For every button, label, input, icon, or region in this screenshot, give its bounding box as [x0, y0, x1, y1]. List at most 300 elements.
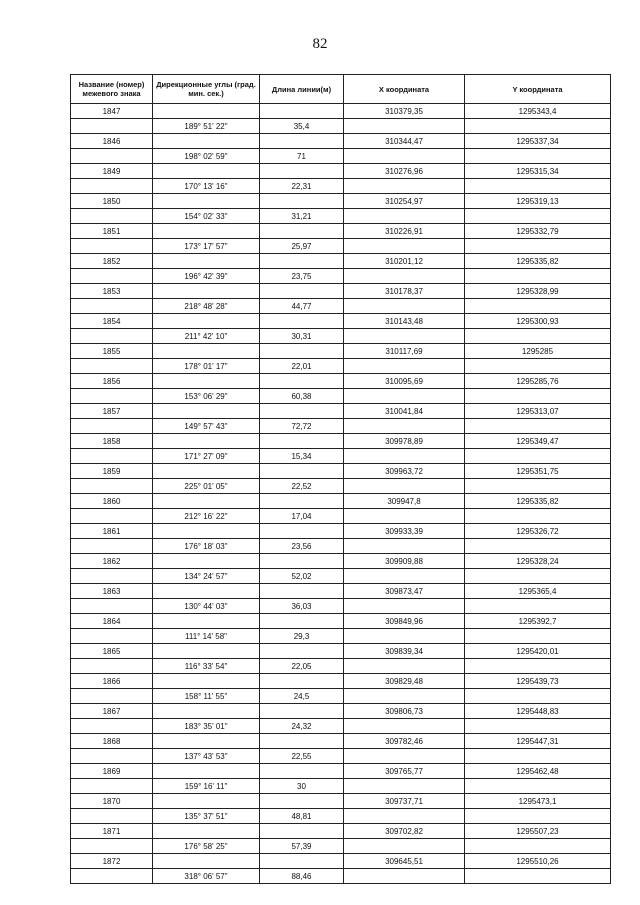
empty-cell	[71, 449, 153, 464]
segment-length: 72,72	[260, 419, 344, 434]
empty-cell	[153, 614, 260, 629]
point-name: 1864	[71, 614, 153, 629]
point-x: 310226,91	[344, 224, 465, 239]
point-name: 1868	[71, 734, 153, 749]
segment-length: 30,31	[260, 329, 344, 344]
empty-cell	[344, 629, 465, 644]
empty-cell	[465, 659, 611, 674]
empty-cell	[71, 509, 153, 524]
empty-cell	[260, 824, 344, 839]
point-y: 1295332,79	[465, 224, 611, 239]
empty-cell	[153, 524, 260, 539]
point-name: 1861	[71, 524, 153, 539]
segment-angle: 218° 48' 28"	[153, 299, 260, 314]
empty-cell	[260, 134, 344, 149]
header-x: X координата	[344, 75, 465, 104]
empty-cell	[260, 314, 344, 329]
point-x: 310201,12	[344, 254, 465, 269]
empty-cell	[260, 584, 344, 599]
segment-length: 22,55	[260, 749, 344, 764]
empty-cell	[344, 329, 465, 344]
empty-cell	[344, 359, 465, 374]
empty-cell	[153, 794, 260, 809]
point-row	[71, 164, 611, 179]
empty-cell	[153, 104, 260, 119]
empty-cell	[260, 734, 344, 749]
segment-angle: 173° 17' 57"	[153, 239, 260, 254]
segment-row	[71, 719, 611, 734]
segment-row	[71, 179, 611, 194]
point-row	[71, 524, 611, 539]
segment-length: 35,4	[260, 119, 344, 134]
point-y: 1295335,82	[465, 254, 611, 269]
point-x: 309978,89	[344, 434, 465, 449]
segment-angle: 196° 42' 39"	[153, 269, 260, 284]
segment-angle: 159° 16' 11"	[153, 779, 260, 794]
segment-length: 25,97	[260, 239, 344, 254]
segment-row	[71, 389, 611, 404]
segment-length: 23,75	[260, 269, 344, 284]
point-name: 1866	[71, 674, 153, 689]
empty-cell	[465, 269, 611, 284]
segment-angle: 153° 06' 29"	[153, 389, 260, 404]
empty-cell	[344, 779, 465, 794]
empty-cell	[465, 209, 611, 224]
empty-cell	[71, 779, 153, 794]
empty-cell	[153, 464, 260, 479]
empty-cell	[71, 749, 153, 764]
point-row	[71, 224, 611, 239]
empty-cell	[71, 809, 153, 824]
empty-cell	[153, 824, 260, 839]
empty-cell	[465, 359, 611, 374]
empty-cell	[344, 509, 465, 524]
segment-angle: 189° 51' 22"	[153, 119, 260, 134]
segment-angle: 198° 02' 59"	[153, 149, 260, 164]
segment-length: 44,77	[260, 299, 344, 314]
point-y: 1295300,93	[465, 314, 611, 329]
point-name: 1872	[71, 854, 153, 869]
empty-cell	[153, 584, 260, 599]
empty-cell	[71, 239, 153, 254]
point-x: 309839,34	[344, 644, 465, 659]
empty-cell	[71, 539, 153, 554]
point-x: 309947,8	[344, 494, 465, 509]
point-x: 309737,71	[344, 794, 465, 809]
point-row	[71, 824, 611, 839]
point-y: 1295313,07	[465, 404, 611, 419]
empty-cell	[153, 314, 260, 329]
segment-length: 17,04	[260, 509, 344, 524]
empty-cell	[71, 359, 153, 374]
point-x: 310254,97	[344, 194, 465, 209]
segment-row	[71, 509, 611, 524]
point-y: 1295326,72	[465, 524, 611, 539]
point-name: 1853	[71, 284, 153, 299]
segment-angle: 183° 35' 01"	[153, 719, 260, 734]
empty-cell	[71, 629, 153, 644]
point-row	[71, 554, 611, 569]
empty-cell	[465, 179, 611, 194]
point-row	[71, 644, 611, 659]
segment-length: 48,81	[260, 809, 344, 824]
point-y: 1295447,31	[465, 734, 611, 749]
segment-length: 24,32	[260, 719, 344, 734]
empty-cell	[153, 674, 260, 689]
empty-cell	[465, 299, 611, 314]
empty-cell	[344, 749, 465, 764]
boundary-points-table	[70, 74, 611, 884]
point-name: 1862	[71, 554, 153, 569]
segment-row	[71, 839, 611, 854]
empty-cell	[71, 149, 153, 164]
point-y: 1295507,23	[465, 824, 611, 839]
point-row	[71, 194, 611, 209]
point-y: 1295351,75	[465, 464, 611, 479]
point-x: 309806,73	[344, 704, 465, 719]
empty-cell	[344, 479, 465, 494]
point-row	[71, 614, 611, 629]
point-row	[71, 314, 611, 329]
segment-angle: 176° 18' 03"	[153, 539, 260, 554]
empty-cell	[71, 599, 153, 614]
point-x: 310041,84	[344, 404, 465, 419]
empty-cell	[465, 779, 611, 794]
point-x: 309765,77	[344, 764, 465, 779]
segment-length: 30	[260, 779, 344, 794]
empty-cell	[71, 269, 153, 284]
segment-length: 29,3	[260, 629, 344, 644]
point-name: 1865	[71, 644, 153, 659]
point-row	[71, 494, 611, 509]
segment-angle: 154° 02' 33"	[153, 209, 260, 224]
point-name: 1847	[71, 104, 153, 119]
point-row	[71, 254, 611, 269]
segment-length: 22,52	[260, 479, 344, 494]
empty-cell	[344, 179, 465, 194]
point-row	[71, 344, 611, 359]
point-name: 1863	[71, 584, 153, 599]
point-row	[71, 764, 611, 779]
header-angle: Дирекционные углы (град. мин. сек.)	[153, 75, 260, 104]
empty-cell	[71, 479, 153, 494]
empty-cell	[465, 599, 611, 614]
segment-angle: 225° 01' 05"	[153, 479, 260, 494]
empty-cell	[71, 569, 153, 584]
segment-row	[71, 749, 611, 764]
empty-cell	[465, 719, 611, 734]
point-y: 1295285,76	[465, 374, 611, 389]
empty-cell	[465, 809, 611, 824]
empty-cell	[153, 344, 260, 359]
page-number: 82	[312, 36, 328, 52]
empty-cell	[465, 869, 611, 884]
segment-row	[71, 119, 611, 134]
point-x: 310095,69	[344, 374, 465, 389]
segment-length: 36,03	[260, 599, 344, 614]
empty-cell	[260, 554, 344, 569]
point-x: 309782,46	[344, 734, 465, 749]
segment-angle: 149° 57' 43"	[153, 419, 260, 434]
empty-cell	[344, 269, 465, 284]
empty-cell	[153, 194, 260, 209]
empty-cell	[71, 419, 153, 434]
point-row	[71, 284, 611, 299]
point-name: 1858	[71, 434, 153, 449]
segment-row	[71, 659, 611, 674]
empty-cell	[260, 524, 344, 539]
segment-row	[71, 629, 611, 644]
segment-length: 31,21	[260, 209, 344, 224]
table-header-row	[71, 75, 611, 104]
segment-row	[71, 359, 611, 374]
empty-cell	[344, 839, 465, 854]
point-y: 1295349,47	[465, 434, 611, 449]
empty-cell	[465, 689, 611, 704]
segment-angle: 176° 58' 25"	[153, 839, 260, 854]
segment-length: 57,39	[260, 839, 344, 854]
empty-cell	[260, 344, 344, 359]
segment-angle: 211° 42' 10"	[153, 329, 260, 344]
segment-length: 22,05	[260, 659, 344, 674]
point-name: 1852	[71, 254, 153, 269]
point-y: 1295337,34	[465, 134, 611, 149]
empty-cell	[465, 749, 611, 764]
segment-length: 22,01	[260, 359, 344, 374]
point-name: 1871	[71, 824, 153, 839]
segment-row	[71, 569, 611, 584]
empty-cell	[465, 539, 611, 554]
point-x: 310178,37	[344, 284, 465, 299]
empty-cell	[465, 239, 611, 254]
point-row	[71, 134, 611, 149]
point-row	[71, 374, 611, 389]
point-name: 1856	[71, 374, 153, 389]
empty-cell	[71, 719, 153, 734]
empty-cell	[344, 539, 465, 554]
segment-length: 23,56	[260, 539, 344, 554]
point-row	[71, 794, 611, 809]
empty-cell	[260, 404, 344, 419]
empty-cell	[260, 644, 344, 659]
empty-cell	[260, 164, 344, 179]
empty-cell	[153, 254, 260, 269]
segment-row	[71, 299, 611, 314]
point-y: 1295328,99	[465, 284, 611, 299]
point-x: 310276,96	[344, 164, 465, 179]
empty-cell	[260, 854, 344, 869]
empty-cell	[71, 179, 153, 194]
segment-angle: 116° 33' 54"	[153, 659, 260, 674]
point-x: 309909,88	[344, 554, 465, 569]
point-name: 1860	[71, 494, 153, 509]
segment-length: 52,02	[260, 569, 344, 584]
empty-cell	[71, 389, 153, 404]
empty-cell	[260, 194, 344, 209]
empty-cell	[153, 434, 260, 449]
point-x: 310143,48	[344, 314, 465, 329]
point-name: 1846	[71, 134, 153, 149]
segment-row	[71, 269, 611, 284]
empty-cell	[465, 329, 611, 344]
segment-length: 22,31	[260, 179, 344, 194]
segment-angle: 137° 43' 53"	[153, 749, 260, 764]
empty-cell	[153, 404, 260, 419]
point-y: 1295335,82	[465, 494, 611, 509]
point-x: 309702,82	[344, 824, 465, 839]
point-y: 1295439,73	[465, 674, 611, 689]
segment-angle: 178° 01' 17"	[153, 359, 260, 374]
empty-cell	[465, 509, 611, 524]
empty-cell	[153, 284, 260, 299]
empty-cell	[465, 119, 611, 134]
empty-cell	[465, 449, 611, 464]
empty-cell	[260, 794, 344, 809]
empty-cell	[465, 479, 611, 494]
segment-length: 24,5	[260, 689, 344, 704]
segment-row	[71, 479, 611, 494]
empty-cell	[71, 329, 153, 344]
empty-cell	[260, 254, 344, 269]
empty-cell	[465, 569, 611, 584]
segment-angle: 318° 06' 57"	[153, 869, 260, 884]
point-x: 310344,47	[344, 134, 465, 149]
point-y: 1295315,34	[465, 164, 611, 179]
empty-cell	[153, 644, 260, 659]
empty-cell	[153, 764, 260, 779]
empty-cell	[260, 434, 344, 449]
point-y: 1295420,01	[465, 644, 611, 659]
point-name: 1867	[71, 704, 153, 719]
empty-cell	[153, 374, 260, 389]
empty-cell	[344, 449, 465, 464]
empty-cell	[344, 569, 465, 584]
segment-row	[71, 239, 611, 254]
segment-row	[71, 689, 611, 704]
empty-cell	[344, 809, 465, 824]
empty-cell	[344, 149, 465, 164]
empty-cell	[344, 389, 465, 404]
point-y: 1295473,1	[465, 794, 611, 809]
empty-cell	[465, 389, 611, 404]
segment-angle: 170° 13' 16"	[153, 179, 260, 194]
empty-cell	[71, 659, 153, 674]
empty-cell	[465, 839, 611, 854]
point-x: 309873,47	[344, 584, 465, 599]
empty-cell	[260, 374, 344, 389]
segment-angle: 111° 14' 58"	[153, 629, 260, 644]
point-x: 309829,48	[344, 674, 465, 689]
empty-cell	[260, 224, 344, 239]
header-y: Y координата	[465, 75, 611, 104]
point-row	[71, 464, 611, 479]
point-y: 1295462,48	[465, 764, 611, 779]
segment-angle: 134° 24' 57"	[153, 569, 260, 584]
empty-cell	[260, 674, 344, 689]
point-y: 1295285	[465, 344, 611, 359]
point-y: 1295319,13	[465, 194, 611, 209]
point-y: 1295448,83	[465, 704, 611, 719]
segment-row	[71, 449, 611, 464]
point-name: 1857	[71, 404, 153, 419]
point-name: 1855	[71, 344, 153, 359]
segment-row	[71, 329, 611, 344]
point-x: 309933,39	[344, 524, 465, 539]
empty-cell	[260, 614, 344, 629]
empty-cell	[465, 419, 611, 434]
segment-row	[71, 779, 611, 794]
empty-cell	[344, 119, 465, 134]
empty-cell	[260, 284, 344, 299]
empty-cell	[71, 119, 153, 134]
empty-cell	[344, 239, 465, 254]
point-name: 1851	[71, 224, 153, 239]
empty-cell	[260, 494, 344, 509]
point-x: 309963,72	[344, 464, 465, 479]
segment-angle: 135° 37' 51"	[153, 809, 260, 824]
empty-cell	[344, 719, 465, 734]
empty-cell	[260, 704, 344, 719]
segment-row	[71, 869, 611, 884]
segment-row	[71, 599, 611, 614]
empty-cell	[344, 689, 465, 704]
empty-cell	[260, 764, 344, 779]
point-name: 1869	[71, 764, 153, 779]
header-name: Название (номер) межевого знака	[71, 75, 153, 104]
segment-length: 15,34	[260, 449, 344, 464]
empty-cell	[153, 854, 260, 869]
point-name: 1849	[71, 164, 153, 179]
empty-cell	[260, 104, 344, 119]
point-row	[71, 674, 611, 689]
point-row	[71, 584, 611, 599]
point-name: 1859	[71, 464, 153, 479]
point-y: 1295328,24	[465, 554, 611, 569]
point-name: 1854	[71, 314, 153, 329]
point-row	[71, 104, 611, 119]
point-y: 1295343,4	[465, 104, 611, 119]
point-x: 309645,51	[344, 854, 465, 869]
segment-angle: 158° 11' 55"	[153, 689, 260, 704]
segment-row	[71, 809, 611, 824]
empty-cell	[260, 464, 344, 479]
point-y: 1295365,4	[465, 584, 611, 599]
empty-cell	[153, 554, 260, 569]
empty-cell	[71, 689, 153, 704]
empty-cell	[344, 419, 465, 434]
empty-cell	[71, 209, 153, 224]
point-x: 309849,96	[344, 614, 465, 629]
point-row	[71, 404, 611, 419]
segment-length: 71	[260, 149, 344, 164]
segment-length: 60,38	[260, 389, 344, 404]
empty-cell	[153, 134, 260, 149]
segment-angle: 171° 27' 09"	[153, 449, 260, 464]
point-y: 1295392,7	[465, 614, 611, 629]
empty-cell	[71, 839, 153, 854]
header-length: Длина линии(м)	[260, 75, 344, 104]
empty-cell	[344, 599, 465, 614]
point-name: 1870	[71, 794, 153, 809]
point-row	[71, 434, 611, 449]
segment-length: 88,46	[260, 869, 344, 884]
empty-cell	[153, 494, 260, 509]
empty-cell	[153, 224, 260, 239]
point-y: 1295510,26	[465, 854, 611, 869]
empty-cell	[344, 659, 465, 674]
empty-cell	[71, 299, 153, 314]
point-row	[71, 704, 611, 719]
